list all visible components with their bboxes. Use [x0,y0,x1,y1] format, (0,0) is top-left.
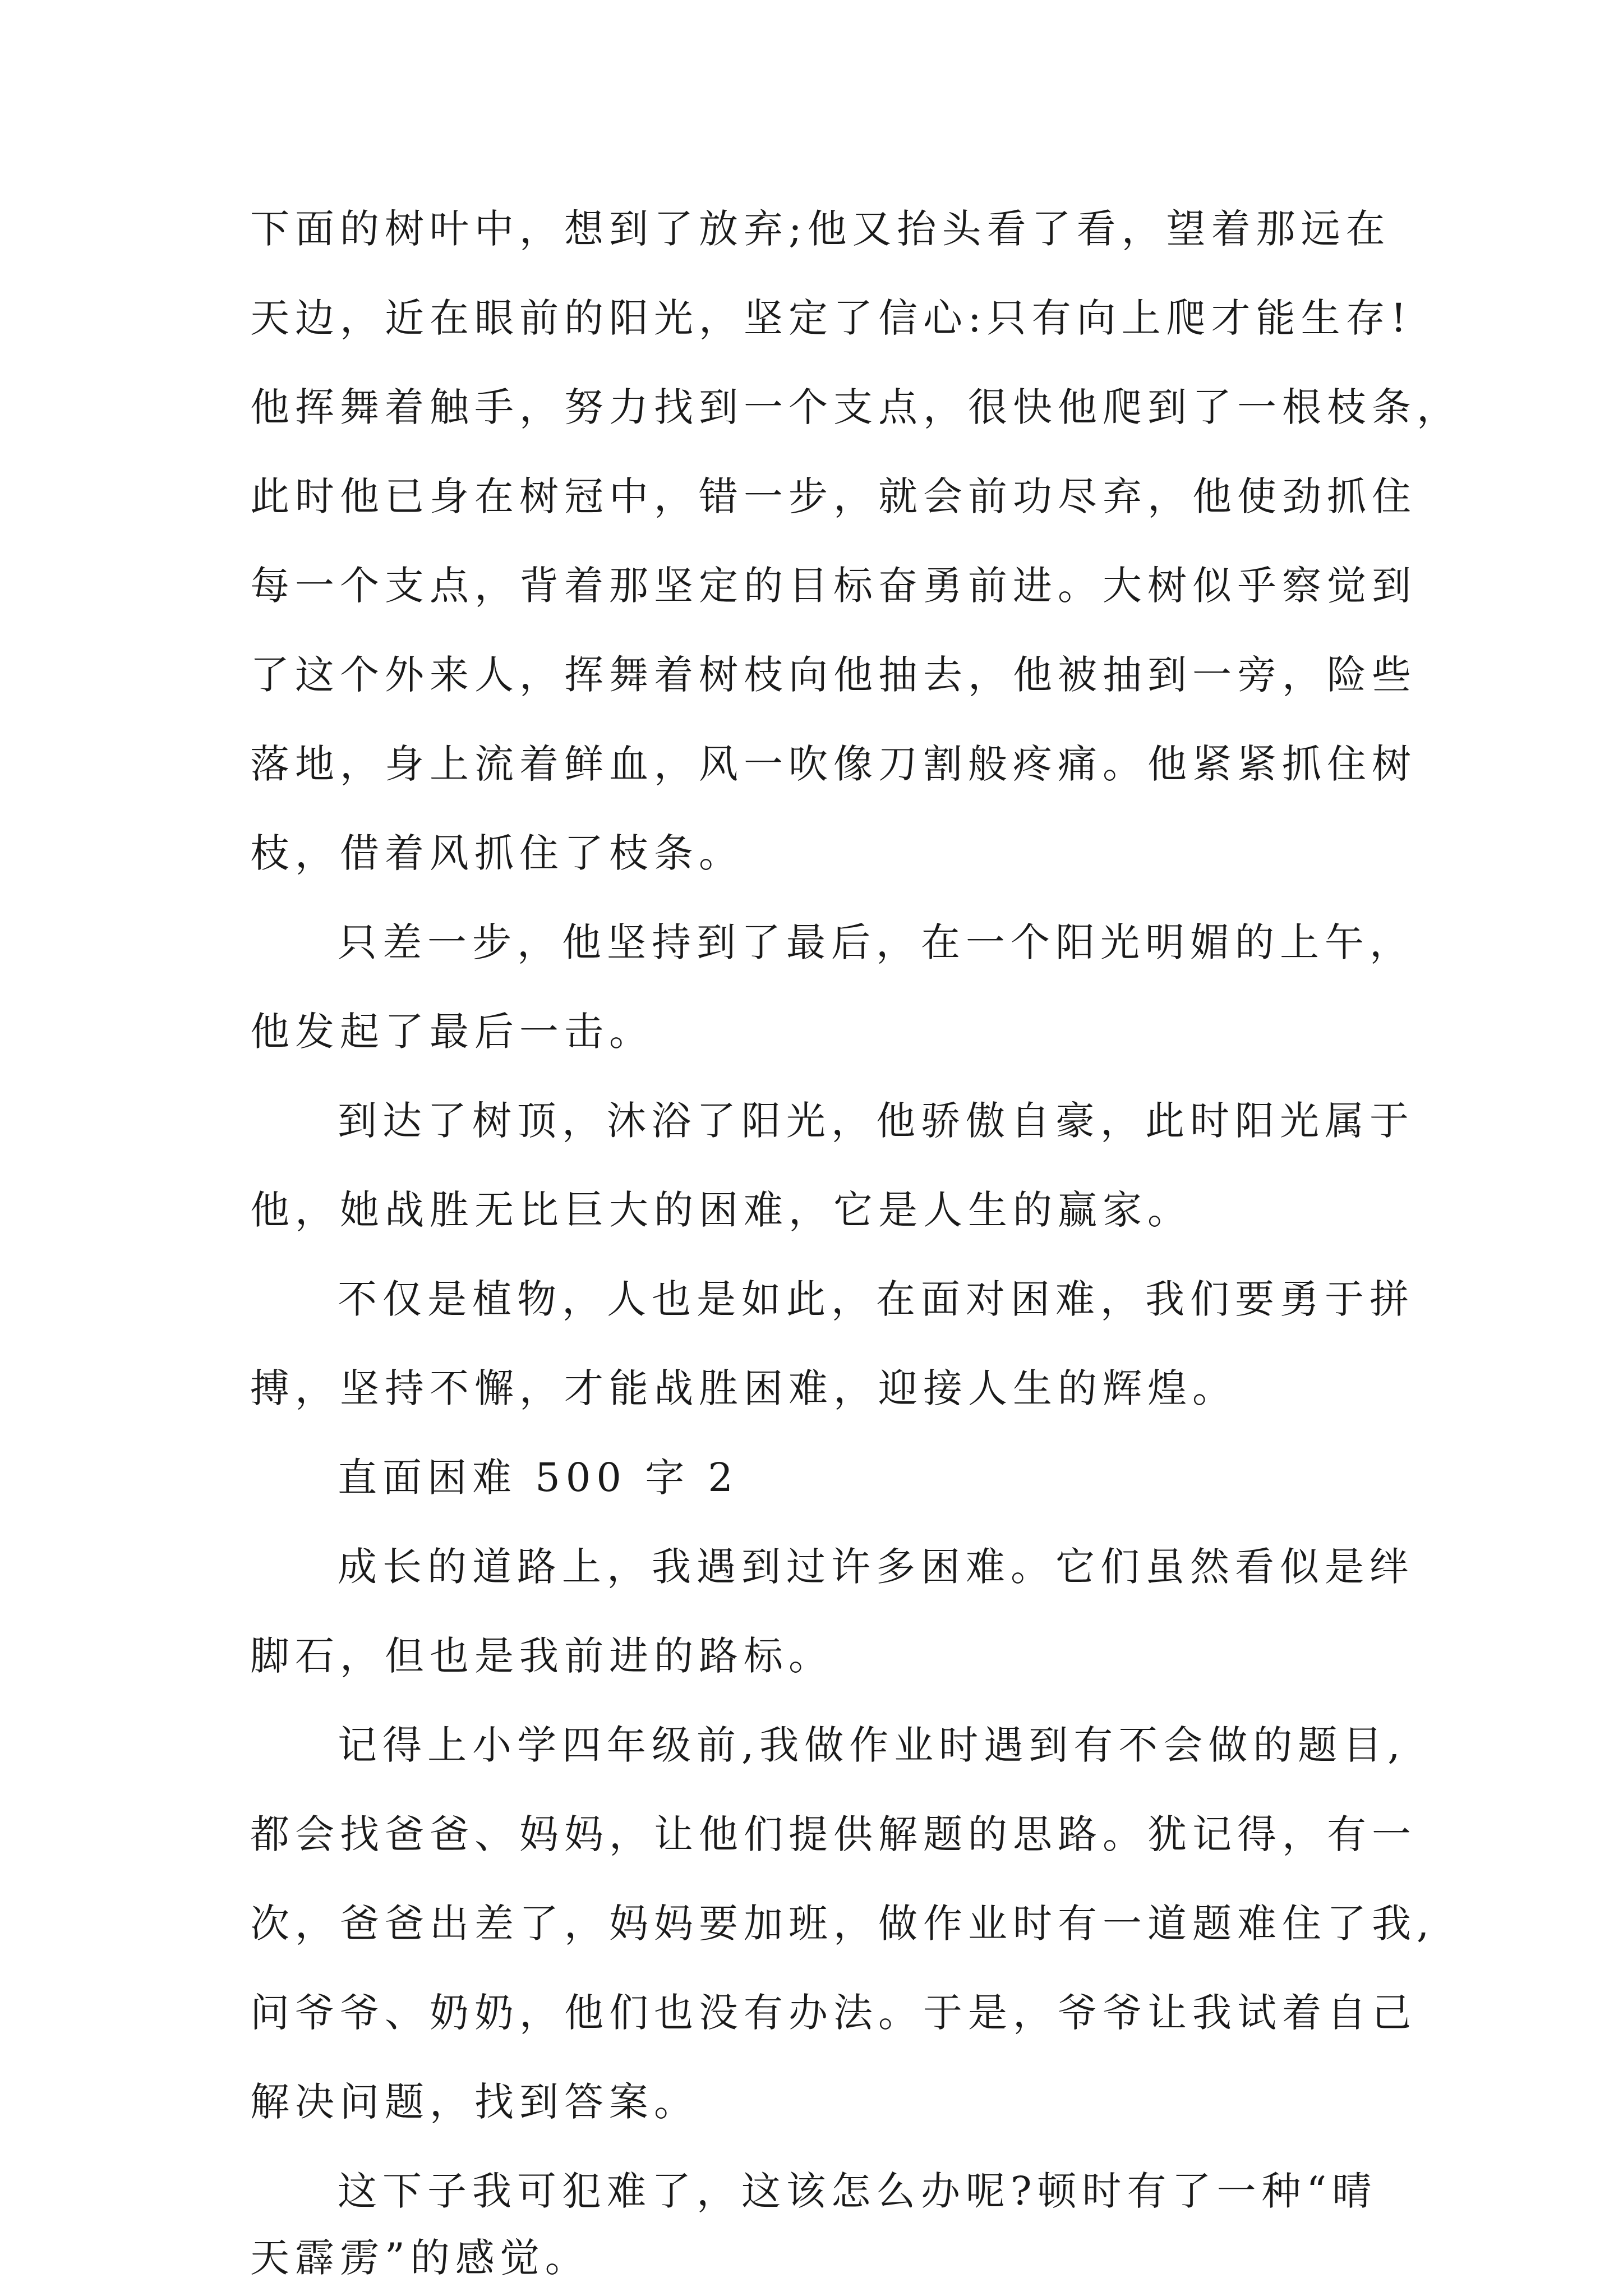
text-line: 天霹雳”的感觉。 [250,2235,590,2281]
text-line: 枝，借着风抓住了枝条。 [250,830,744,876]
text-line: 了这个外来人，挥舞着树枝向他抽去，他被抽到一旁，险些 [250,652,1417,698]
text-line: 都会找爸爸、妈妈，让他们提供解题的思路。犹记得，有一 [250,1811,1417,1857]
text-line: 次，爸爸出差了，妈妈要加班，做作业时有一道题难住了我, [250,1901,1435,1947]
text-line: 每一个支点，背着那坚定的目标奋勇前进。大树似乎察觉到 [250,563,1417,609]
text-line: 问爷爷、奶奶，他们也没有办法。于是，爷爷让我试着自己 [250,1990,1417,2036]
text-line: 他，她战胜无比巨大的困难，它是人生的赢家。 [250,1187,1192,1233]
text-line: 搏，坚持不懈，才能战胜困难，迎接人生的辉煌。 [250,1365,1237,1411]
text-line: 落地，身上流着鲜血，风一吹像刀割般疼痛。他紧紧抓住树 [250,741,1417,787]
text-line: 天边，近在眼前的阳光，坚定了信心:只有向上爬才能生存! [250,295,1412,341]
paragraph-first-line: 不仅是植物，人也是如此，在面对困难，我们要勇于拼 [338,1276,1414,1322]
paragraph-first-line: 成长的道路上，我遇到过许多困难。它们虽然看似是绊 [338,1544,1414,1590]
text-line: 此时他已身在树冠中，错一步，就会前功尽弃，他使劲抓住 [250,473,1417,519]
text-line: 下面的树叶中，想到了放弃;他又抬头看了看，望着那远在 [250,206,1391,252]
paragraph-first-line: 到达了树顶，沐浴了阳光，他骄傲自豪，此时阳光属于 [338,1098,1414,1144]
section-heading: 直面困难 500 字 2 [338,1455,739,1501]
text-line: 脚石，但也是我前进的路标。 [250,1633,833,1679]
text-line: 他挥舞着触手，努力找到一个支点，很快他爬到了一根枝条， [250,384,1461,430]
text-line: 解决问题，找到答案。 [250,2079,699,2125]
paragraph-first-line: 只差一步，他坚持到了最后，在一个阳光明媚的上午， [338,919,1414,965]
text-line: 他发起了最后一击。 [250,1009,654,1055]
paragraph-first-line: 记得上小学四年级前,我做作业时遇到有不会做的题目, [338,1722,1406,1768]
paragraph-first-line: 这下子我可犯难了，这该怎么办呢?顿时有了一种“晴 [338,2168,1377,2214]
